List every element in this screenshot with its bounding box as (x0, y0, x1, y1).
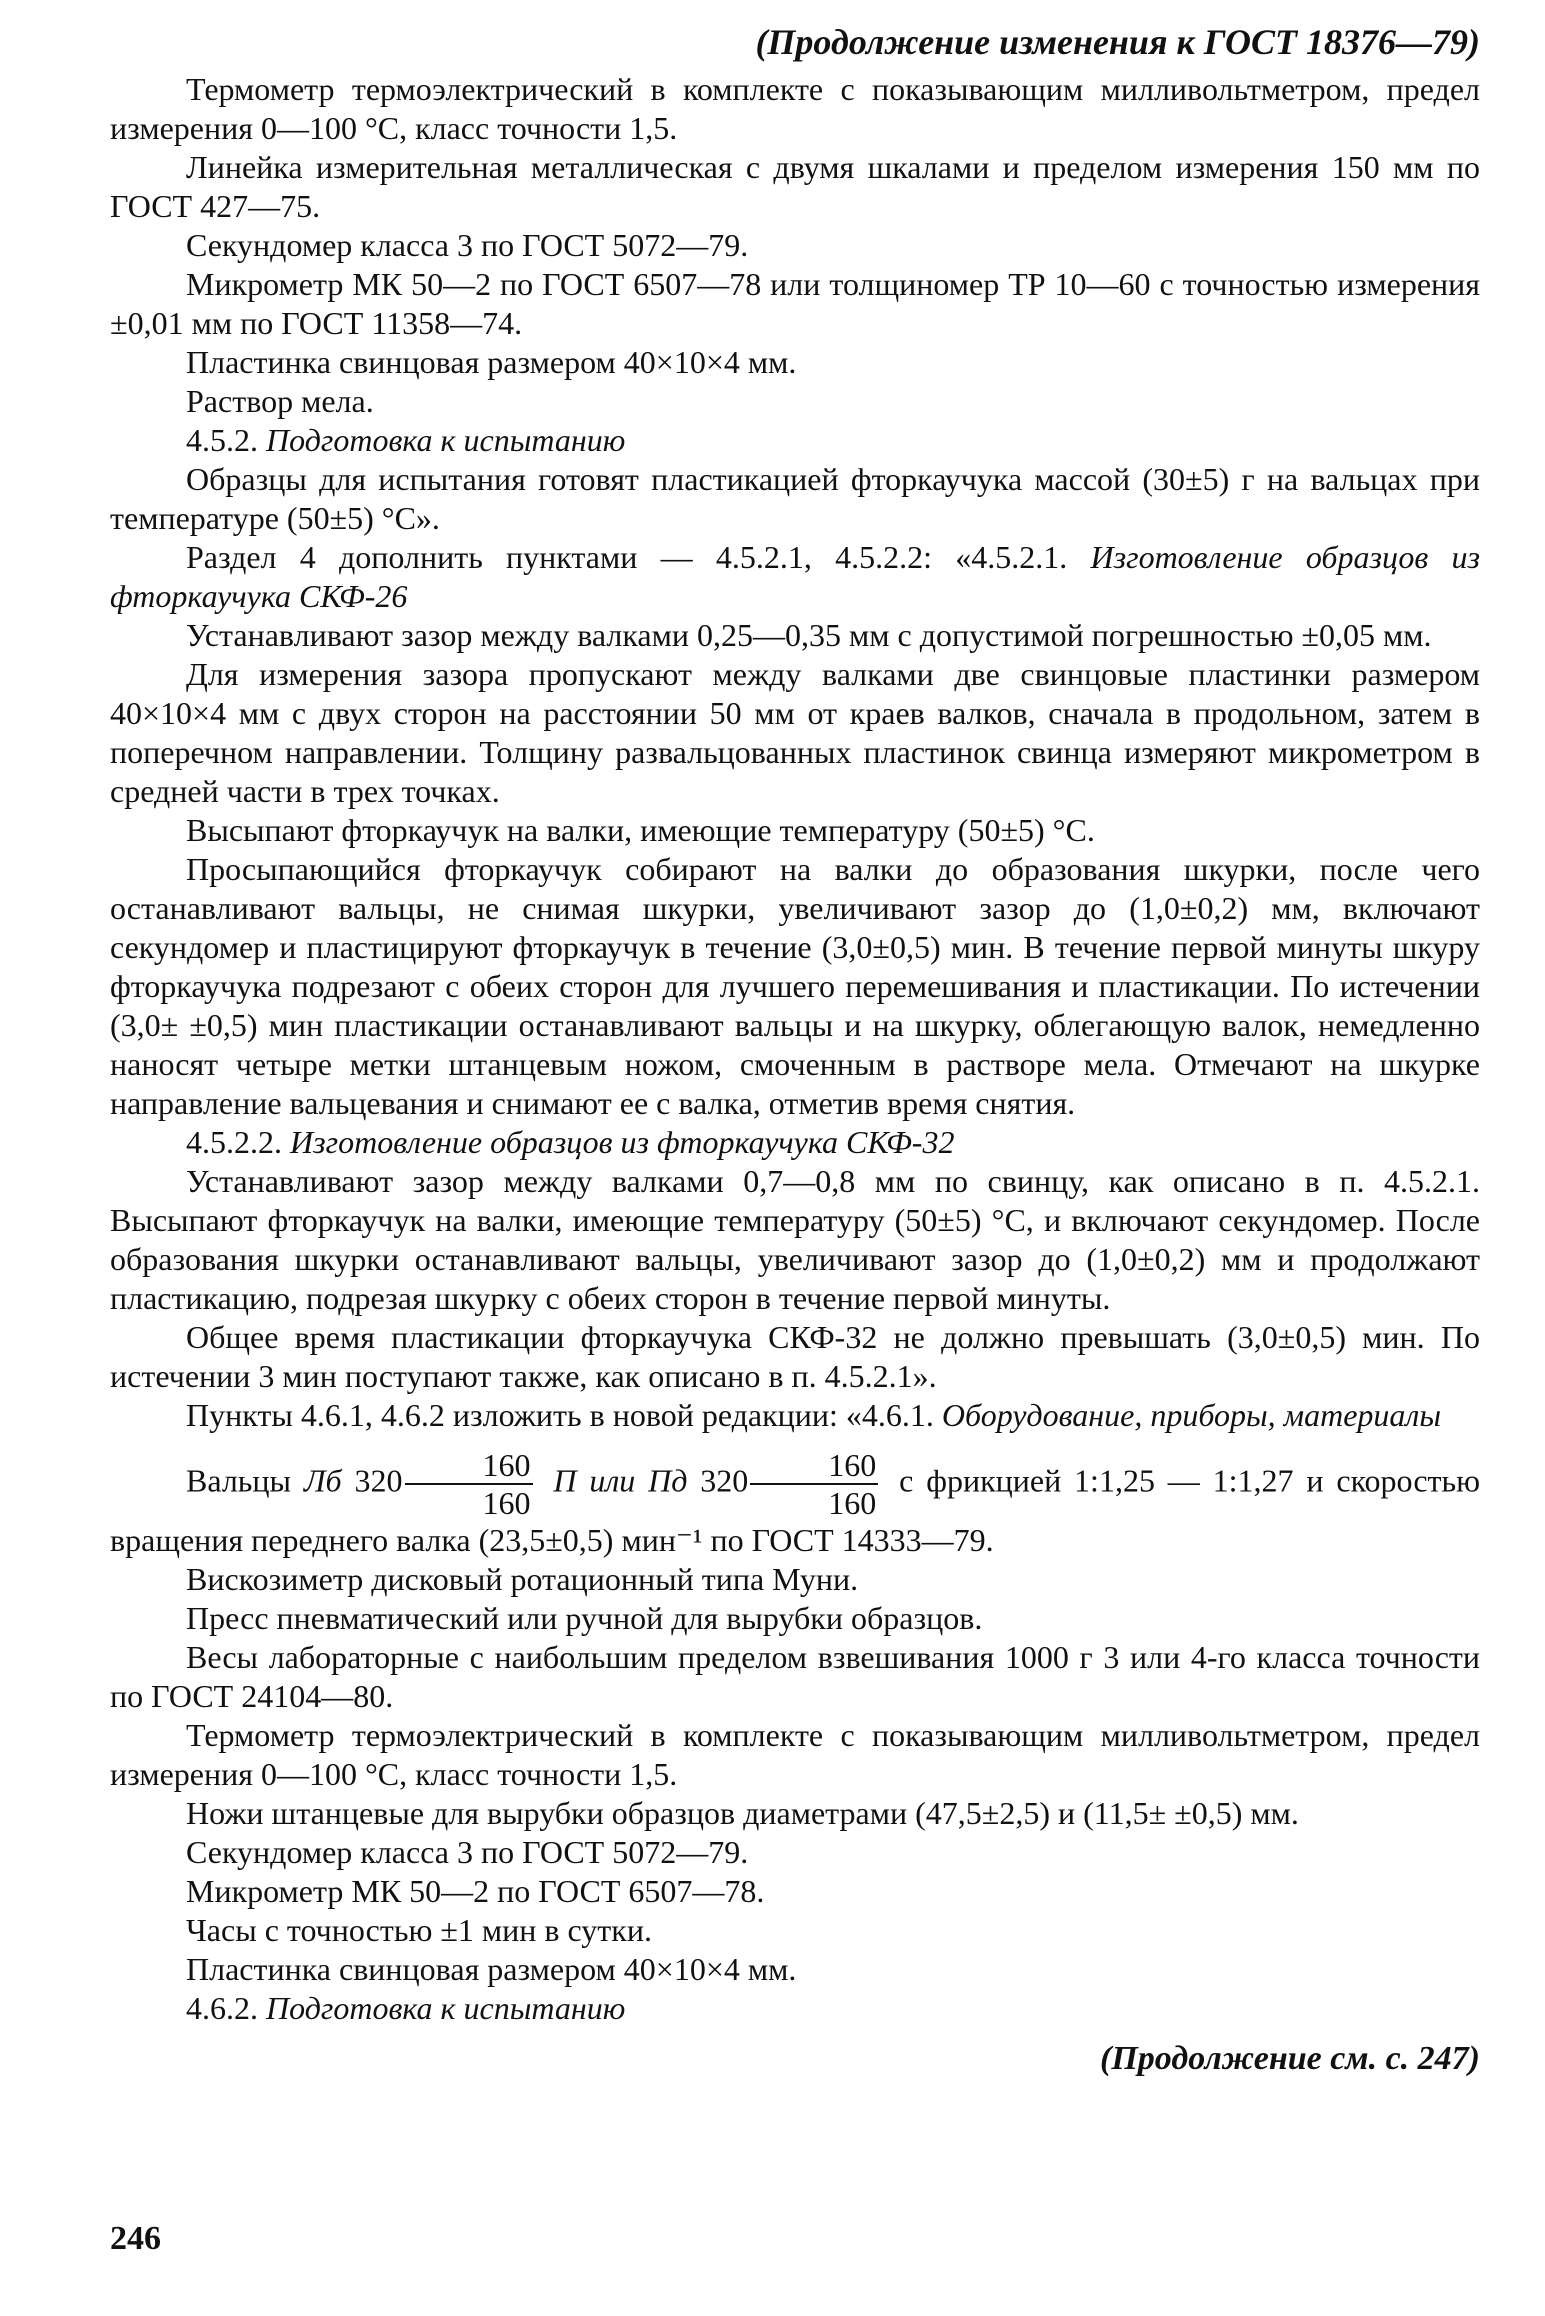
section-title: Подготовка к испытанию (266, 1990, 626, 2026)
paragraph-gap-setting: Устанавливают зазор между валками 0,25—0,35 мм с допустимой погрешностью ±0,05 мм. (186, 617, 1432, 653)
rollers-size-1: 320 (354, 1462, 403, 1499)
new-edition-text: Пункты 4.6.1, 4.6.2 изложить в новой редакции: «4.6.1. (186, 1397, 934, 1433)
page-header: (Продолжение изменения к ГОСТ 18376—79) (755, 22, 1480, 62)
section-title: Изготовление образцов из фторкаучука СКФ-26 (110, 539, 1481, 614)
section-heading-4-6-2 (110, 1989, 1480, 2028)
page-footer: (Продолжение см. с. 247) (1100, 2040, 1480, 2077)
section-number: 4.5.2.2. (186, 1124, 282, 1160)
paragraph-skf32-gap: Устанавливают зазор между валками 0,7—0,8 мм по свинцу, как описано в п. 4.5.2.1. Высыпают фторкаучук на валки, имеющие температуру (50±5) °С, и включают секундомер. После образования шкурки останавливают вальцы, увеличивают зазор до (1,0±0,2) мм и продолжают пластикацию, подрезая шкурку с обеих сторон в течение первой минуты. (110, 1163, 1480, 1316)
fraction-1 (405, 1447, 533, 1521)
paragraph-sample-preparation: Образцы для испытания готовят пластикацией фторкаучука массой (30±5) г на вальцах при температуре (50±5) °С». (110, 461, 1480, 536)
paragraph-micrometer: Микрометр МК 50—2 по ГОСТ 6507—78 или толщиномер ТР 10—60 с точностью измерения ±0,01 мм по ГОСТ 11358—74. (110, 266, 1480, 341)
paragraph-viscometer: Вискозиметр дисковый ротационный типа Муни. (186, 1561, 859, 1597)
rollers-model-p-pd: П или Пд (553, 1462, 688, 1499)
paragraph-micrometer-2: Микрометр МК 50—2 по ГОСТ 6507—78. (186, 1873, 765, 1909)
paragraph-plastication: Просыпающийся фторкаучук собирают на валки до образования шкурки, после чего останавливают вальцы, не снимая шкурки, увеличивают зазор до (1,0±0,2) мм, включают секундомер и пластицируют фторкаучук в течение (3,0±0,5) мин. В течение первой минуты шкуру фторкаучука подрезают с обеих сторон для лучшего перемешивания и пластикации. По истечении (3,0± ±0,5) мин пластикации останавливают вальцы и на шкурку, облегающую валок, немедленно наносят четыре метки штанцевым ножом, смоченным в растворе мела. Отмечают на шкурке направление вальцевания и снимают ее с валка, отметив время снятия. (110, 851, 1480, 1121)
fraction-2-denominator: 160 (828, 1485, 877, 1521)
paragraph-lead-plate: Пластинка свинцовая размером 40×10×4 мм. (186, 344, 797, 380)
paragraph-chalk-solution: Раствор мела. (186, 383, 374, 419)
paragraph-section-addition (110, 538, 1480, 616)
paragraph-scales: Весы лабораторные с наибольшим пределом взвешивания 1000 г 3 или 4-го класса точности по ГОСТ 24104—80. (110, 1639, 1480, 1714)
paragraph-gap-measurement: Для измерения зазора пропускают между валками две свинцовые пластинки размером 40×10×4 мм с двух сторон на расстоянии 50 мм от краев валков, сначала в продольном, затем в поперечном направлении. Толщину развальцованных пластинок свинца измеряют микрометром в средней части в трех точках. (110, 656, 1480, 809)
section-heading-4-5-2-2 (110, 1123, 1480, 1162)
section-number: 4.5.2. (186, 422, 258, 458)
section-number: 4.6.2. (186, 1990, 258, 2026)
paragraph-clock: Часы с точностью ±1 мин в сутки. (186, 1912, 652, 1948)
section-addition-text: Раздел 4 дополнить пунктами — 4.5.2.1, 4.5.2.2: «4.5.2.1. (186, 539, 1068, 575)
fraction-1-denominator: 160 (482, 1485, 531, 1521)
page-number: 246 (110, 2220, 161, 2257)
paragraph-new-edition (110, 1396, 1480, 1435)
rollers-size-2: 320 (700, 1462, 749, 1499)
section-title: Подготовка к испытанию (266, 422, 626, 458)
paragraph-thermometer: Термометр термоэлектрический в комплекте с показывающим милливольтметром, предел измерения 0—100 °С, класс точности 1,5. (110, 71, 1480, 146)
fraction-1-numerator: 160 (405, 1447, 533, 1485)
paragraph-press: Пресс пневматический или ручной для вырубки образцов. (186, 1600, 983, 1636)
rollers-spec: с фрикцией 1:1,25 — 1:1,27 и скоростью вращения переднего валка (23,5±0,5) мин⁻¹ по ГОСТ 14333—79. (110, 1462, 1481, 1558)
paragraph-thermometer-2: Термометр термоэлектрический в комплекте с показывающим милливольтметром, предел измерения 0—100 °С, класс точности 1,5. (110, 1717, 1480, 1792)
paragraph-stopwatch-2: Секундомер класса 3 по ГОСТ 5072—79. (186, 1834, 749, 1870)
section-title: Оборудование, приборы, материалы (941, 1397, 1442, 1433)
paragraph-lead-plate-2: Пластинка свинцовая размером 40×10×4 мм. (186, 1951, 797, 1987)
section-title: Изготовление образцов из фторкаучука СКФ-32 (290, 1124, 955, 1160)
rollers-label: Вальцы (186, 1462, 292, 1499)
paragraph-stopwatch: Секундомер класса 3 по ГОСТ 5072—79. (186, 227, 749, 263)
document-page (110, 18, 1480, 2082)
paragraph-pour-rubber: Высыпают фторкаучук на валки, имеющие температуру (50±5) °С. (186, 812, 1095, 848)
paragraph-knives: Ножи штанцевые для вырубки образцов диаметрами (47,5±2,5) и (11,5± ±0,5) мм. (186, 1795, 1299, 1831)
paragraph-total-time: Общее время пластикации фторкаучука СКФ-32 не должно превышать (3,0±0,5) мин. По истечении 3 мин поступают также, как описано в п. 4.5.2.1». (110, 1319, 1480, 1394)
paragraph-ruler: Линейка измерительная металлическая с двумя шкалами и пределом измерения 150 мм по ГОСТ 427—75. (110, 149, 1480, 224)
rollers-model-lb: Лб (303, 1462, 342, 1499)
fraction-2-numerator: 160 (750, 1447, 878, 1485)
section-heading-4-5-2 (110, 421, 1480, 460)
paragraph-rollers (110, 1447, 1480, 1560)
fraction-2 (750, 1447, 878, 1521)
